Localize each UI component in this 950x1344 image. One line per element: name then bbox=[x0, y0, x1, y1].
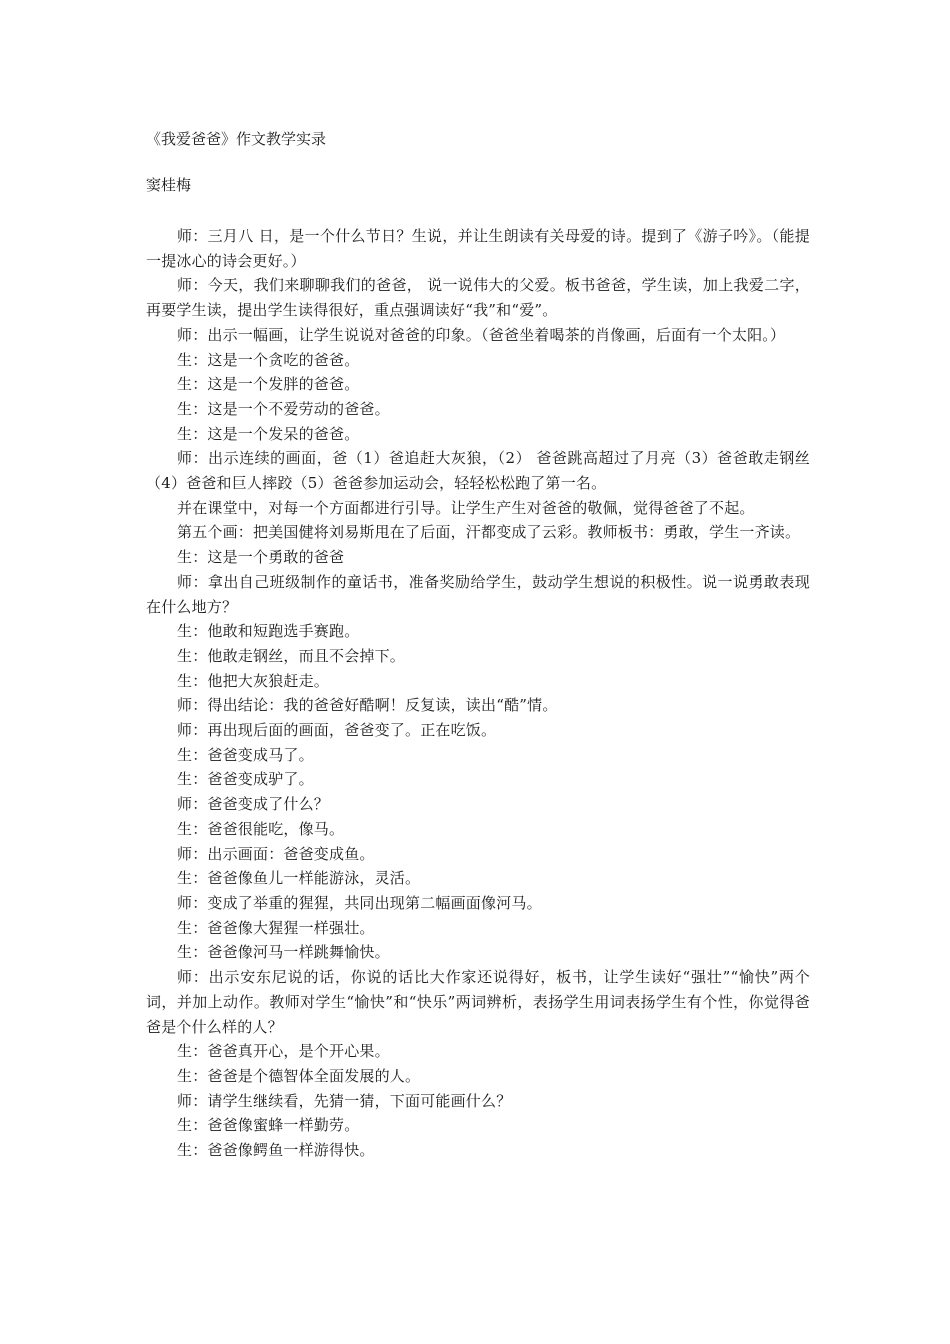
body-paragraph: 生：这是一个发胖的爸爸。 bbox=[177, 375, 360, 394]
body-paragraph: 生：这是一个不爱劳动的爸爸。 bbox=[177, 399, 390, 418]
body-paragraph: 生：这是一个贪吃的爸爸。 bbox=[177, 350, 360, 369]
body-paragraph: 生：爸爸像大猩猩一样强壮。 bbox=[177, 918, 375, 937]
body-paragraph: 生：他把大灰狼赶走。 bbox=[177, 671, 330, 690]
body-paragraph: 师：今天，我们来聊聊我们的爸爸， 说一说伟大的父爱。板书爸爸，学生读，加上我爱二字，再要学生读，提出学生读得很好，重点强调读好“我”和“爱”。 bbox=[146, 276, 810, 320]
body-paragraph: 师：三月八 日，是一个什么节日？生说，并让生朗读有关母爱的诗。提到了《游子吟》。（能提一提冰心的诗会更好。） bbox=[146, 227, 810, 270]
body-paragraph: 生：爸爸变成马了。 bbox=[177, 745, 314, 764]
body-paragraph: 师：请学生继续看，先猜一猜，下面可能画什么？ bbox=[177, 1091, 512, 1110]
document-title: 《我爱爸爸》作文教学实录 bbox=[146, 130, 327, 148]
body-paragraph: 生：爸爸变成驴了。 bbox=[177, 770, 314, 789]
body-paragraph: 生：他敢和短跑选手赛跑。 bbox=[177, 622, 360, 641]
document-body bbox=[146, 224, 810, 1163]
body-paragraph: 师：变成了举重的猩猩，共同出现第二幅画面像河马。 bbox=[177, 893, 542, 912]
body-paragraph: 师：得出结论：我的爸爸好酷啊！反复读，读出“酷”情。 bbox=[177, 696, 558, 715]
body-paragraph: 生：这是一个勇敢的爸爸 bbox=[177, 548, 345, 567]
body-paragraph: 师：爸爸变成了什么？ bbox=[177, 795, 330, 814]
document-author: 窦桂梅 bbox=[146, 176, 192, 194]
body-paragraph: 第五个画：把美国健将刘易斯甩在了后面，汗都变成了云彩。教师板书：勇敢，学生一齐读。 bbox=[177, 523, 801, 542]
body-paragraph: 生：他敢走钢丝，而且不会掉下。 bbox=[177, 646, 406, 665]
body-paragraph: 生：爸爸像鳄鱼一样游得快。 bbox=[177, 1141, 375, 1160]
body-paragraph: 师：出示一幅画，让学生说说对爸爸的印象。（爸爸坐着喝茶的肖像画，后面有一个太阳。） bbox=[177, 325, 786, 344]
body-paragraph: 并在课堂中，对每一个方面都进行引导。让学生产生对爸爸的敬佩，觉得爸爸了不起。 bbox=[177, 498, 755, 517]
body-paragraph: 生：这是一个发呆的爸爸。 bbox=[177, 424, 360, 443]
body-paragraph: 师：拿出自己班级制作的童话书，准备奖励给学生，鼓动学生想说的积极性。说一说勇敢表现在什么地方？ bbox=[146, 572, 810, 616]
body-paragraph: 生：爸爸很能吃，像马。 bbox=[177, 819, 345, 838]
document-page bbox=[146, 127, 810, 1163]
body-paragraph: 师：出示连续的画面，爸（1）爸追赶大灰狼，（2） 爸爸跳高超过了月亮（3）爸爸敢走钢丝（4）爸爸和巨人摔跤（5）爸爸参加运动会，轻轻松松跑了第一名。 bbox=[146, 449, 810, 493]
body-paragraph: 生：爸爸是个德智体全面发展的人。 bbox=[177, 1066, 421, 1085]
body-paragraph: 生：爸爸真开心，是个开心果。 bbox=[177, 1042, 390, 1061]
body-paragraph: 生：爸爸像鱼儿一样能游泳，灵活。 bbox=[177, 869, 421, 888]
body-paragraph: 生：爸爸像河马一样跳舞愉快。 bbox=[177, 943, 390, 962]
body-paragraph: 生：爸爸像蜜蜂一样勤劳。 bbox=[177, 1116, 360, 1135]
body-paragraph: 师：出示画面：爸爸变成鱼。 bbox=[177, 844, 375, 863]
body-paragraph: 师：出示安东尼说的话，你说的话比大作家还说得好，板书，让学生读好“强壮”“愉快”两个词，并加上动作。教师对学生“愉快”和“快乐”两词辨析，表扬学生用词表扬学生有个性，你觉得爸爸是个什么样的人？ bbox=[146, 968, 810, 1036]
body-paragraph: 师：再出现后面的画面，爸爸变了。正在吃饭。 bbox=[177, 721, 497, 740]
